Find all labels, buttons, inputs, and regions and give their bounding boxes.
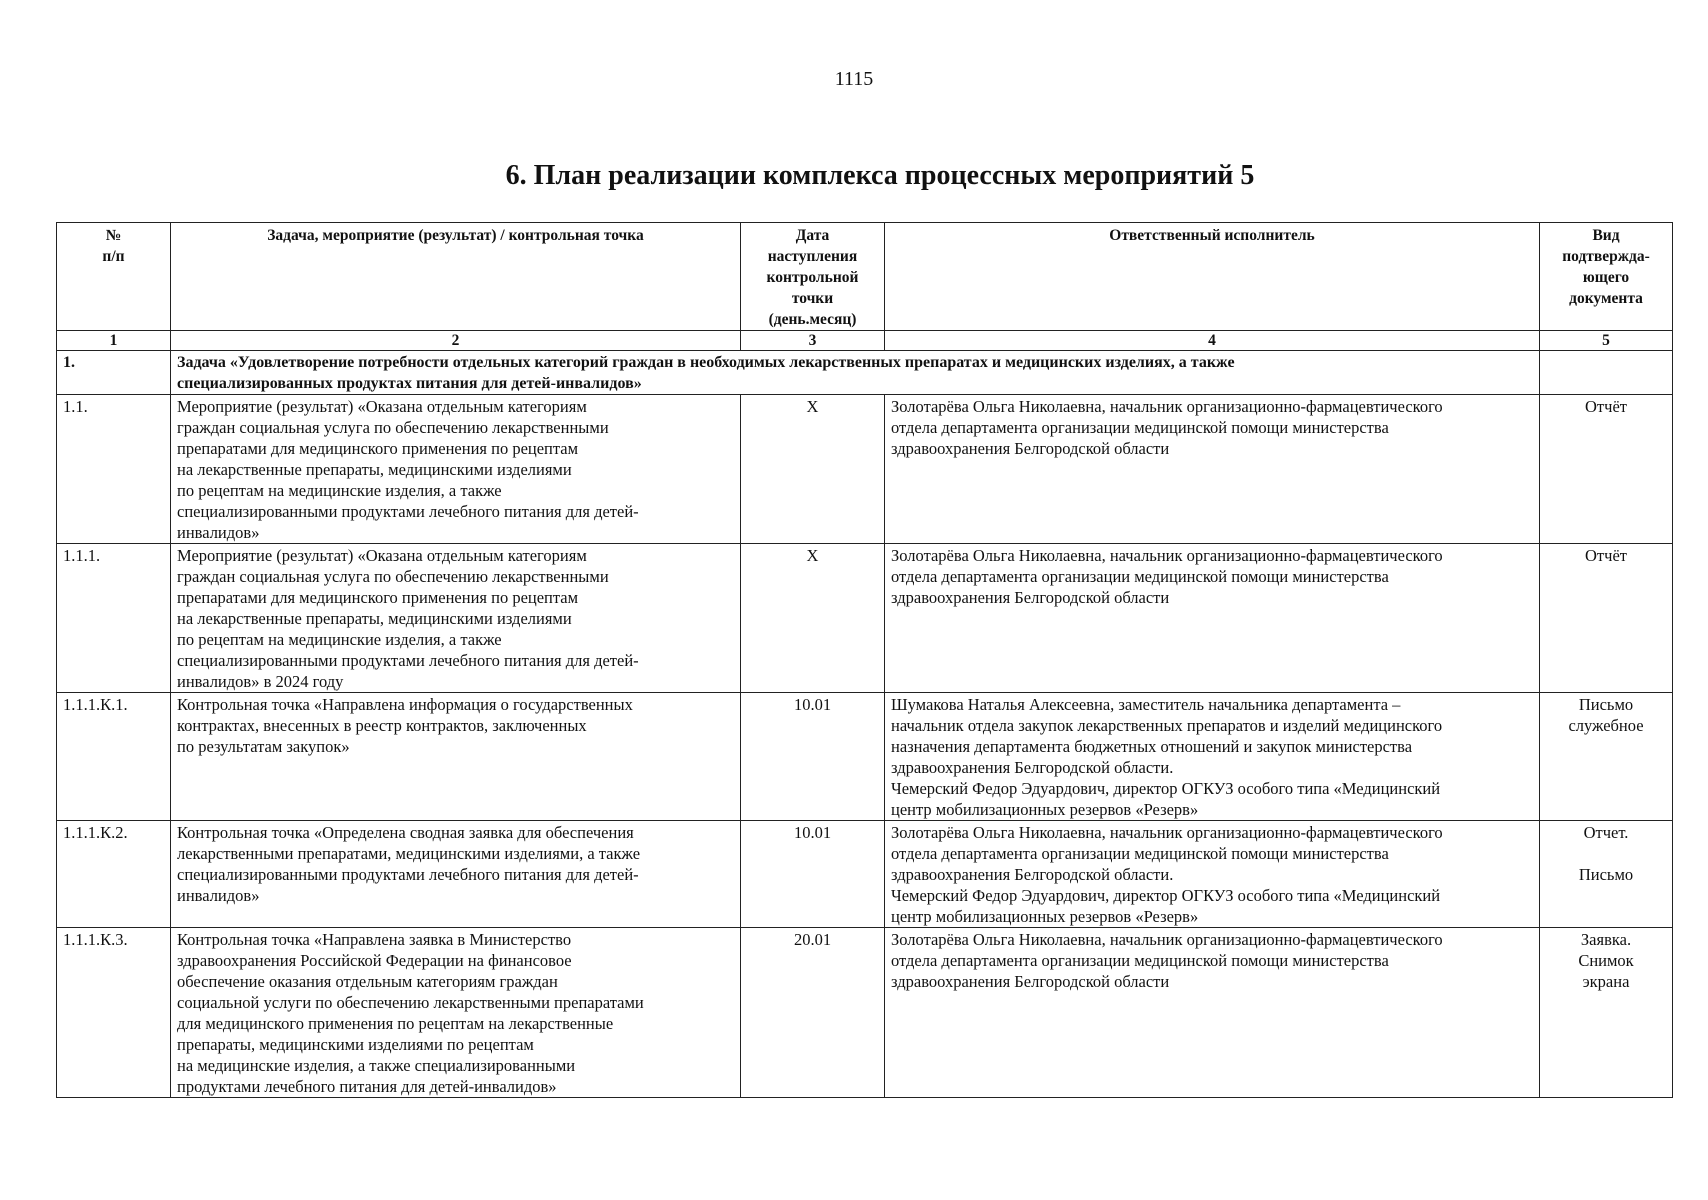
table-row — [57, 395, 1673, 544]
row-task-line: граждан социальная услуга по обеспечению лекарственными — [177, 567, 609, 586]
row-responsible — [885, 821, 1540, 928]
column-number: 2 — [171, 331, 741, 351]
row-num: 1.1. — [57, 395, 171, 544]
row-date: 10.01 — [741, 693, 885, 821]
column-number: 4 — [885, 331, 1540, 351]
row-doc-line: экрана — [1582, 972, 1630, 991]
row-task-line: социальной услуги по обеспечению лекарственными препаратами — [177, 993, 644, 1012]
row-task-line: инвалидов» — [177, 523, 260, 542]
row-doc — [1540, 928, 1673, 1098]
row-doc-line: служебное — [1568, 716, 1644, 735]
row-date: X — [741, 544, 885, 693]
row-responsible-line: отдела департамента организации медицинской помощи министерства — [891, 844, 1389, 863]
task-text-line: Задача «Удовлетворение потребности отдельных категорий граждан в необходимых лекарственных препаратах и медицинских изделиях, а также — [177, 354, 1235, 371]
row-doc — [1540, 544, 1673, 693]
header-doc-line: подтвержда- — [1562, 248, 1650, 265]
row-responsible-line: отдела департамента организации медицинской помощи министерства — [891, 951, 1389, 970]
row-task — [171, 928, 741, 1098]
row-task-line: препаратами для медицинского применения по рецептам — [177, 439, 579, 458]
column-number: 1 — [57, 331, 171, 351]
row-task-line: лекарственными препаратами, медицинскими изделиями, а также — [177, 844, 641, 863]
row-responsible-line: отдела департамента организации медицинской помощи министерства — [891, 567, 1389, 586]
row-doc-line: Отчёт — [1585, 397, 1627, 416]
row-date: X — [741, 395, 885, 544]
column-number-row — [57, 331, 1673, 351]
row-responsible-line: Шумакова Наталья Алексеевна, заместитель начальника департамента – — [891, 695, 1401, 714]
header-date-line: точки — [791, 290, 834, 307]
row-task-line: по результатам закупок» — [177, 737, 350, 756]
row-responsible-line: здравоохранения Белгородской области. — [891, 758, 1174, 777]
header-row — [57, 223, 1673, 331]
row-task-line: Контрольная точка «Направлена заявка в Министерство — [177, 930, 572, 949]
row-task-line: специализированными продуктами лечебного питания для детей- — [177, 651, 639, 670]
row-task-line: по рецептам на медицинские изделия, а также — [177, 630, 502, 649]
row-responsible-line: Золотарёва Ольга Николаевна, начальник организационно-фармацевтического — [891, 823, 1443, 842]
row-num: 1.1.1.К.2. — [57, 821, 171, 928]
header-task: Задача, мероприятие (результат) / контрольная точка — [171, 223, 741, 331]
row-date: 10.01 — [741, 821, 885, 928]
row-responsible-line: начальник отдела закупок лекарственных препаратов и изделий медицинского — [891, 716, 1443, 735]
plan-table — [56, 222, 1673, 1098]
header-doc-line: ющего — [1582, 269, 1630, 286]
row-task-line: Мероприятие (результат) «Оказана отдельным категориям — [177, 397, 587, 416]
row-task-line: инвалидов» — [177, 886, 260, 905]
header-date-line: контрольной — [766, 269, 859, 286]
row-task-line: препараты, медицинскими изделиями по рецептам — [177, 1035, 534, 1054]
row-doc — [1540, 395, 1673, 544]
row-responsible — [885, 395, 1540, 544]
row-responsible — [885, 544, 1540, 693]
task-row — [57, 351, 1673, 395]
row-task-line: препаратами для медицинского применения по рецептам — [177, 588, 579, 607]
row-doc — [1540, 693, 1673, 821]
row-task-line: инвалидов» в 2024 году — [177, 672, 344, 691]
row-responsible-line: здравоохранения Белгородской области — [891, 588, 1170, 607]
row-responsible-line: центр мобилизационных резервов «Резерв» — [891, 800, 1199, 819]
header-num — [57, 223, 171, 331]
row-task-line: на лекарственные препараты, медицинскими изделиями — [177, 460, 572, 479]
row-task-line: специализированными продуктами лечебного питания для детей- — [177, 865, 639, 884]
row-responsible — [885, 693, 1540, 821]
column-number: 3 — [741, 331, 885, 351]
row-doc-line: Отчет. — [1583, 823, 1629, 842]
row-responsible-line: здравоохранения Белгородской области — [891, 972, 1170, 991]
header-date-line: наступления — [767, 248, 858, 265]
row-task-line: по рецептам на медицинские изделия, а также — [177, 481, 502, 500]
header-responsible: Ответственный исполнитель — [885, 223, 1540, 331]
row-task-line: контрактах, внесенных в реестр контрактов, заключенных — [177, 716, 587, 735]
row-responsible-line: отдела департамента организации медицинской помощи министерства — [891, 418, 1389, 437]
row-doc — [1540, 821, 1673, 928]
header-date — [741, 223, 885, 331]
row-task-line: граждан социальная услуга по обеспечению лекарственными — [177, 418, 609, 437]
row-doc-line: Заявка. — [1580, 930, 1632, 949]
header-num-line: № — [105, 227, 122, 244]
row-task-line: продуктами лечебного питания для детей-инвалидов» — [177, 1077, 557, 1096]
row-task-line: Контрольная точка «Направлена информация о государственных — [177, 695, 633, 714]
row-task-line: здравоохранения Российской Федерации на финансовое — [177, 951, 572, 970]
row-task — [171, 395, 741, 544]
row-task — [171, 821, 741, 928]
header-doc-type — [1540, 223, 1673, 331]
header-doc-line: документа — [1569, 290, 1643, 307]
row-num: 1.1.1.К.3. — [57, 928, 171, 1098]
row-task-line: Мероприятие (результат) «Оказана отдельным категориям — [177, 546, 587, 565]
row-task-line: специализированными продуктами лечебного питания для детей- — [177, 502, 639, 521]
row-doc-line: Снимок — [1578, 951, 1634, 970]
row-task-line: Контрольная точка «Определена сводная заявка для обеспечения — [177, 823, 634, 842]
row-responsible-line: центр мобилизационных резервов «Резерв» — [891, 907, 1199, 926]
row-doc-line: Письмо — [1578, 865, 1634, 884]
header-date-line: Дата — [795, 227, 830, 244]
row-num: 1.1.1.К.1. — [57, 693, 171, 821]
row-responsible-line: Золотарёва Ольга Николаевна, начальник организационно-фармацевтического — [891, 930, 1443, 949]
task-num: 1. — [57, 351, 171, 395]
row-task — [171, 544, 741, 693]
row-responsible-line: Чемерский Федор Эдуардович, директор ОГКУЗ особого типа «Медицинский — [891, 779, 1441, 798]
table-row — [57, 928, 1673, 1098]
table-row — [57, 544, 1673, 693]
document-title: 6. План реализации комплекса процессных мероприятий 5 — [505, 160, 1255, 191]
row-date: 20.01 — [741, 928, 885, 1098]
task-doc-cell — [1540, 351, 1673, 395]
column-number: 5 — [1540, 331, 1673, 351]
row-responsible-line: здравоохранения Белгородской области. — [891, 865, 1174, 884]
header-num-line: п/п — [102, 248, 125, 265]
row-doc-line: Письмо — [1578, 695, 1634, 714]
table-row — [57, 693, 1673, 821]
task-text — [171, 351, 1540, 395]
header-doc-line: Вид — [1592, 227, 1620, 244]
row-responsible-line: здравоохранения Белгородской области — [891, 439, 1170, 458]
row-responsible-line: Золотарёва Ольга Николаевна, начальник организационно-фармацевтического — [891, 546, 1443, 565]
row-doc-spacer — [1546, 843, 1666, 864]
row-responsible-line: назначения департамента бюджетных отношений и закупок министерства — [891, 737, 1413, 756]
row-task-line: обеспечение оказания отдельным категориям граждан — [177, 972, 558, 991]
row-task — [171, 693, 741, 821]
row-task-line: для медицинского применения по рецептам на лекарственные — [177, 1014, 614, 1033]
row-task-line: на медицинские изделия, а также специализированными — [177, 1056, 576, 1075]
row-doc-line: Отчёт — [1585, 546, 1627, 565]
task-text-line: специализированных продуктах питания для детей-инвалидов» — [177, 375, 642, 392]
table-row — [57, 821, 1673, 928]
page-number: 1115 — [834, 68, 874, 90]
row-responsible — [885, 928, 1540, 1098]
row-responsible-line: Золотарёва Ольга Николаевна, начальник организационно-фармацевтического — [891, 397, 1443, 416]
row-responsible-line: Чемерский Федор Эдуардович, директор ОГКУЗ особого типа «Медицинский — [891, 886, 1441, 905]
row-task-line: на лекарственные препараты, медицинскими изделиями — [177, 609, 572, 628]
row-num: 1.1.1. — [57, 544, 171, 693]
header-date-line: (день.месяц) — [768, 311, 857, 328]
